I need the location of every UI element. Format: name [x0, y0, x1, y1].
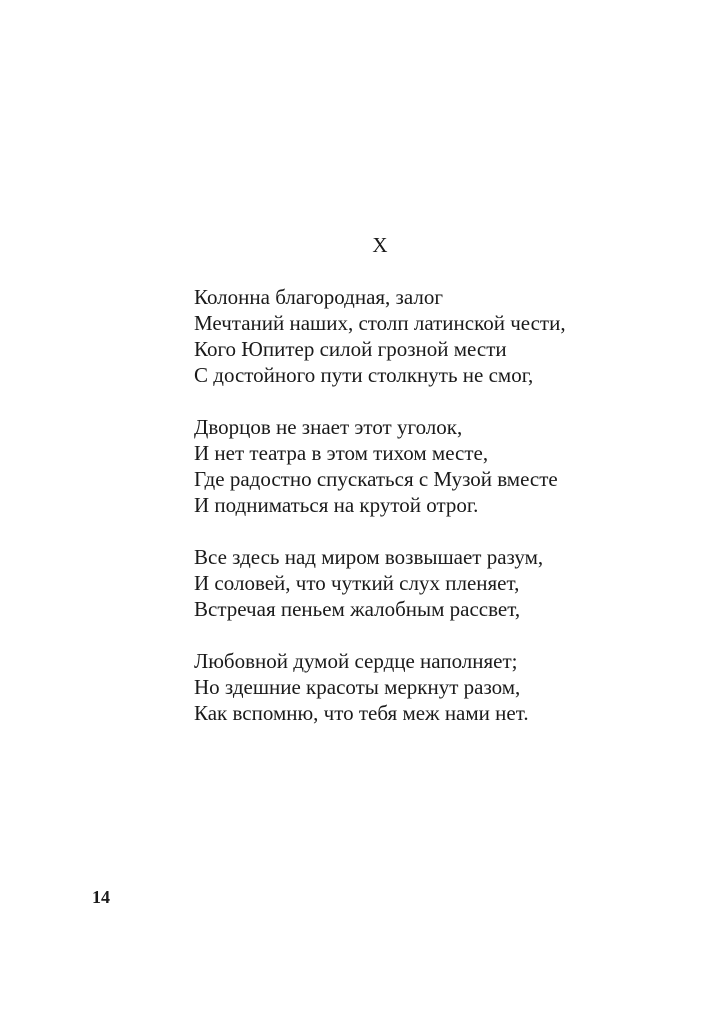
poem-line: И подниматься на крутой отрог.: [194, 493, 479, 517]
stanza-1: [194, 284, 566, 388]
poem-line: И соловей, что чуткий слух пленяет,: [194, 571, 520, 595]
poem-line: Дворцов не знает этот уголок,: [194, 415, 463, 439]
stanza-4: [194, 648, 566, 726]
poem-line: С достойного пути столкнуть не смог,: [194, 363, 534, 387]
stanza-3: [194, 544, 566, 622]
poem-line: Кого Юпитер силой грозной мести: [194, 337, 507, 361]
poem-line: Мечтаний наших, столп латинской чести,: [194, 311, 566, 335]
poem-line: Любовной думой сердце наполняет;: [194, 649, 518, 673]
poem-line: Где радостно спускаться с Музой вместе: [194, 467, 558, 491]
poem-line: Но здешние красоты меркнут разом,: [194, 675, 521, 699]
poem-line: Колонна благородная, залог: [194, 285, 443, 309]
poem-line: Все здесь над миром возвышает разум,: [194, 545, 544, 569]
poem-title: X: [372, 233, 388, 257]
stanza-2: [194, 414, 566, 518]
page-number: 14: [92, 887, 110, 907]
poem-line: И нет театра в этом тихом месте,: [194, 441, 489, 465]
poem-line: Как вспомню, что тебя меж нами нет.: [194, 701, 529, 725]
poem-body: [194, 284, 566, 726]
poem-line: Встречая пеньем жалобным рассвет,: [194, 597, 521, 621]
